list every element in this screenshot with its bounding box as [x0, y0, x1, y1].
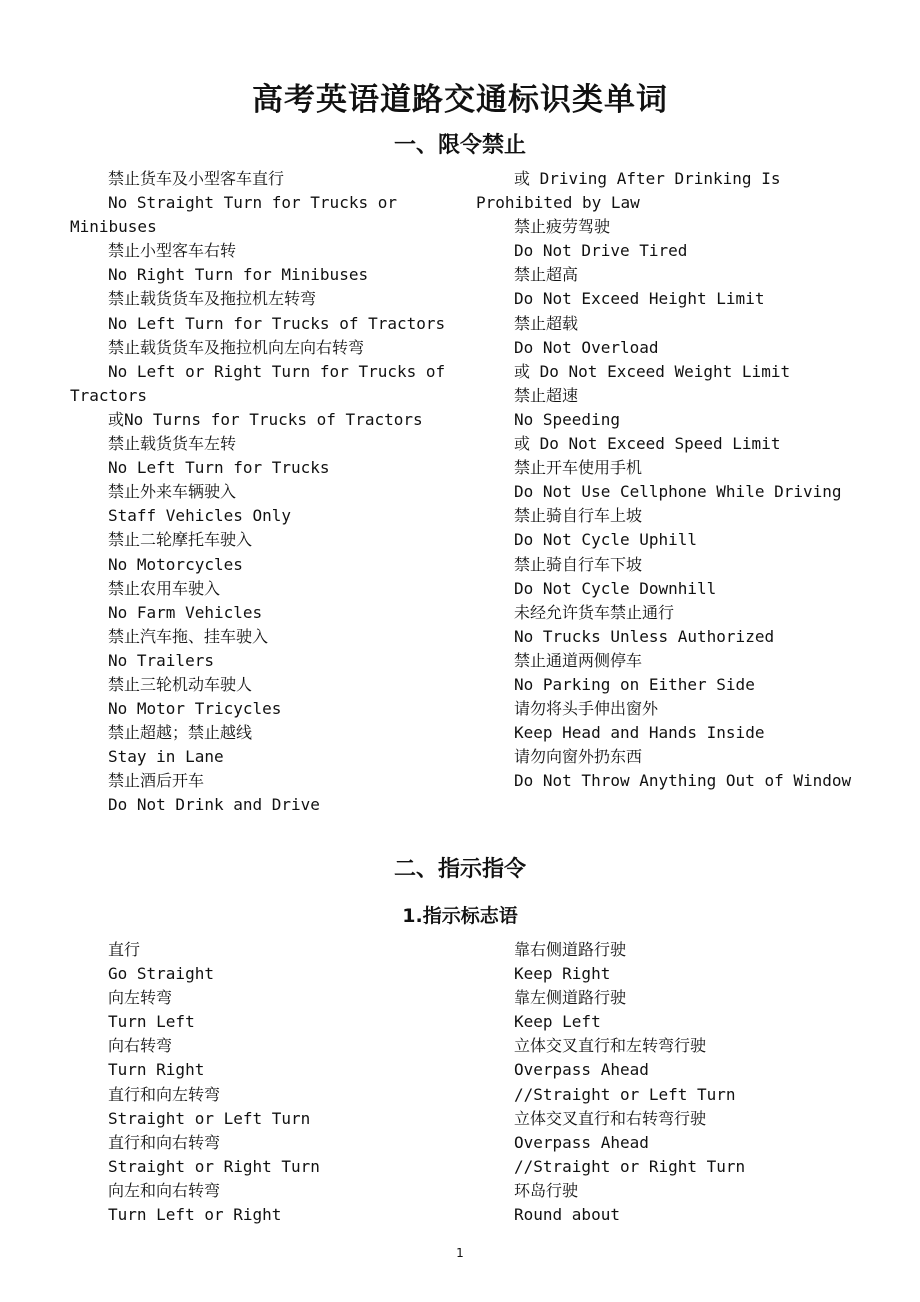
- entry-line: 立体交叉直行和右转弯行驶: [514, 1108, 707, 1128]
- entry-line: 禁止通道两侧停车: [514, 650, 643, 670]
- entry-line: Do Not Exceed Height Limit: [514, 289, 765, 309]
- section-heading-restrictions: 一、限令禁止: [393, 133, 526, 158]
- entry-line: 禁止骑自行车下坡: [514, 554, 643, 574]
- entry-line: 或 Driving After Drinking Is: [514, 169, 781, 188]
- entry-line: 禁止骑自行车上坡: [514, 506, 643, 526]
- entry-line: 向左转弯: [108, 988, 173, 1008]
- entry-line: No Left or Right Turn for Trucks of: [108, 361, 446, 381]
- entry-line: 禁止酒后开车: [108, 771, 205, 791]
- entry-line: 禁止超高: [514, 265, 579, 285]
- entry-line: 向右转弯: [108, 1036, 173, 1056]
- entry-line: Straight or Right Turn: [108, 1156, 320, 1176]
- entry-line: Turn Right: [108, 1060, 205, 1080]
- entry-line: Turn Left or Right: [108, 1205, 282, 1225]
- entry-line: 禁止农用车驶入: [108, 578, 221, 598]
- page-number: 1: [456, 1246, 464, 1260]
- entry-line: Do Not Drink and Drive: [108, 795, 320, 815]
- entry-line: 未经允许货车禁止通行: [514, 602, 675, 622]
- entry-line: 向左和向右转弯: [108, 1180, 221, 1200]
- entry-line: Go Straight: [108, 964, 214, 984]
- entry-line: Do Not Use Cellphone While Driving: [514, 482, 842, 502]
- entry-line: No Left Turn for Trucks: [108, 458, 330, 478]
- entry-line: Staff Vehicles Only: [108, 506, 292, 526]
- entry-line: 请勿将头手伸出窗外: [514, 699, 659, 719]
- entry-line: 或No Turns for Trucks of Tractors: [108, 409, 423, 429]
- entry-line: 直行: [108, 940, 141, 959]
- entry-line: 禁止外来车辆驶入: [108, 482, 237, 502]
- entry-line: 靠左侧道路行驶: [514, 988, 627, 1008]
- entry-line: No Farm Vehicles: [108, 602, 263, 622]
- entry-line: 禁止载货货车左转: [108, 434, 237, 454]
- entry-line: 禁止小型客车右转: [108, 241, 237, 261]
- instructions-right-column: [476, 938, 896, 1227]
- restrictions-right-column: [476, 167, 896, 793]
- entry-line: 禁止载货货车及拖拉机向左向右转弯: [108, 337, 365, 357]
- entry-line: Do Not Cycle Uphill: [514, 530, 698, 550]
- entry-line: Tractors: [70, 385, 148, 405]
- entry-line: No Trailers: [108, 650, 214, 670]
- entry-line: 直行和向左转弯: [108, 1084, 221, 1104]
- entry-line: No Motor Tricycles: [108, 699, 282, 719]
- entry-line: No Left Turn for Trucks of Tractors: [108, 313, 446, 333]
- entry-line: No Trucks Unless Authorized: [514, 626, 775, 646]
- entry-line: 禁止载货货车及拖拉机左转弯: [108, 289, 317, 309]
- entry-line: 或 Do Not Exceed Weight Limit: [514, 361, 791, 381]
- entry-line: 禁止疲劳驾驶: [514, 217, 611, 237]
- entry-line: Prohibited by Law: [476, 193, 640, 213]
- entry-line: Round about: [514, 1205, 620, 1225]
- entry-line: Do Not Throw Anything Out of Window: [514, 771, 852, 791]
- entry-line: Minibuses: [70, 217, 157, 237]
- entry-line: 靠右侧道路行驶: [514, 940, 627, 959]
- entry-line: Do Not Drive Tired: [514, 241, 688, 261]
- entry-line: Overpass Ahead: [514, 1132, 649, 1152]
- entry-line: 禁止二轮摩托车驶入: [108, 530, 253, 550]
- entry-line: 禁止超越；禁止越线: [108, 723, 253, 743]
- entry-line: Turn Left: [108, 1012, 195, 1032]
- entry-line: Stay in Lane: [108, 747, 224, 767]
- entry-line: Keep Right: [514, 964, 611, 984]
- entry-line: 禁止超速: [514, 385, 579, 405]
- entry-line: 环岛行驶: [514, 1180, 579, 1200]
- entry-line: 立体交叉直行和左转弯行驶: [514, 1036, 707, 1056]
- entry-line: Do Not Cycle Downhill: [514, 578, 717, 598]
- entry-line: //Straight or Left Turn: [514, 1084, 736, 1104]
- entry-line: 禁止三轮机动车驶人: [108, 674, 253, 694]
- entry-line: Keep Left: [514, 1012, 601, 1032]
- section-heading-instructions: 二、指示指令: [393, 857, 526, 882]
- entry-line: Do Not Overload: [514, 337, 659, 357]
- subsection-heading-indication-signs: 1.指示标志语: [402, 905, 518, 927]
- entry-line: No Right Turn for Minibuses: [108, 265, 369, 285]
- entry-line: 禁止开车使用手机: [514, 458, 643, 478]
- entry-line: Overpass Ahead: [514, 1060, 649, 1080]
- entry-line: 禁止汽车拖、挂车驶入: [108, 626, 269, 646]
- restrictions-left-column: [70, 167, 470, 818]
- entry-line: No Straight Turn for Trucks or: [108, 193, 397, 213]
- document-title: 高考英语道路交通标识类单词: [252, 82, 668, 118]
- entry-line: Keep Head and Hands Inside: [514, 723, 765, 743]
- entry-line: 或 Do Not Exceed Speed Limit: [514, 434, 781, 454]
- entry-line: 请勿向窗外扔东西: [514, 747, 643, 767]
- entry-line: 禁止超载: [514, 313, 579, 333]
- entry-line: Straight or Left Turn: [108, 1108, 311, 1128]
- entry-line: 禁止货车及小型客车直行: [108, 169, 285, 188]
- entry-line: 直行和向右转弯: [108, 1132, 221, 1152]
- instructions-left-column: [70, 938, 470, 1227]
- entry-line: No Parking on Either Side: [514, 674, 755, 694]
- entry-line: //Straight or Right Turn: [514, 1156, 746, 1176]
- entry-line: No Speeding: [514, 409, 620, 429]
- entry-line: No Motorcycles: [108, 554, 243, 574]
